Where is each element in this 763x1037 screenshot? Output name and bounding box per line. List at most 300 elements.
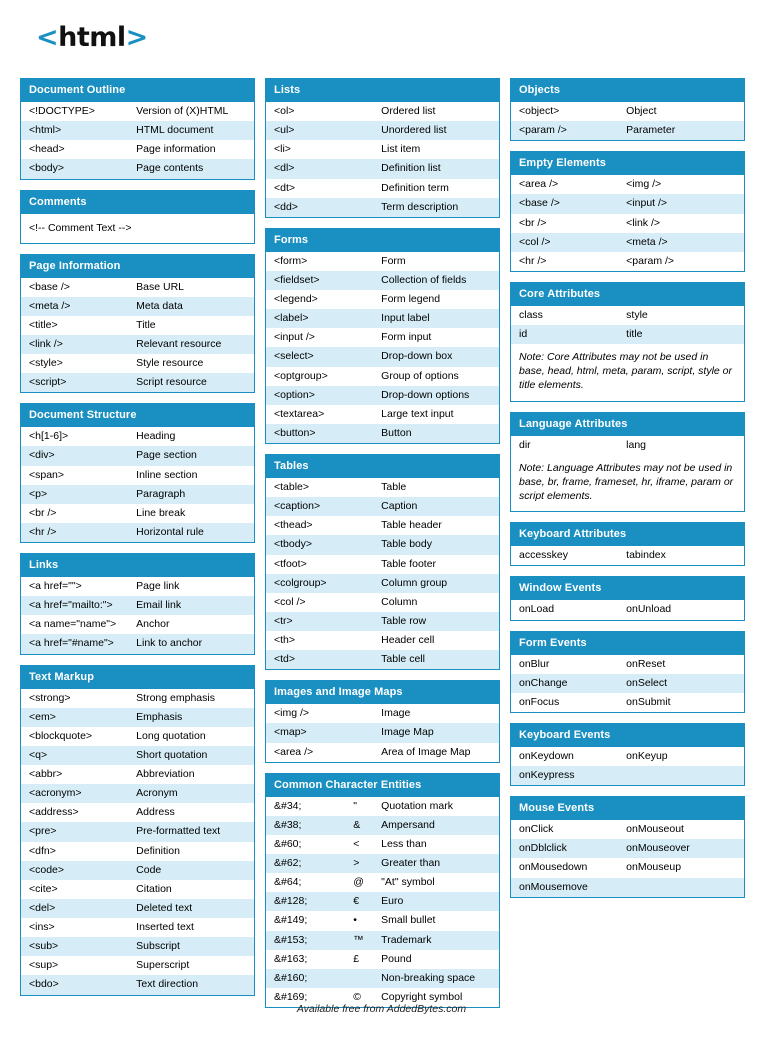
card-table (21, 278, 254, 393)
table-row (266, 835, 499, 854)
table-cell: <ins> (29, 921, 55, 933)
table-cell: Line break (136, 506, 186, 519)
table-cell: class (519, 308, 543, 321)
table-cell: <div> (21, 446, 128, 465)
card-text: <!-- Comment Text --> (29, 221, 132, 234)
card-note: Note: Core Attributes may not be used in base, head, html, meta, param, script, style or title elements. (519, 351, 733, 392)
card-table (21, 427, 254, 542)
card (265, 454, 500, 670)
table-cell: Relevant resource (128, 335, 254, 354)
card-table (511, 436, 744, 455)
table-cell: Text direction (128, 975, 254, 994)
card (265, 228, 500, 444)
table-cell: Less than (381, 837, 427, 850)
table-row (266, 911, 499, 930)
table-row (266, 198, 499, 217)
table-cell: Trademark (373, 931, 499, 950)
table-cell: &#64; (274, 876, 302, 889)
table-cell: <hr /> (21, 523, 128, 542)
table-row (21, 746, 254, 765)
table-cell: <del> (21, 899, 128, 918)
logo-word: html (58, 22, 126, 53)
table-cell: <fieldset> (266, 271, 373, 290)
table-cell: <q> (21, 746, 128, 765)
footer-credit: Available free from AddedBytes.com (296, 1003, 467, 1015)
table-cell: Horizontal rule (128, 523, 254, 542)
table-cell: Base URL (136, 280, 185, 293)
table-cell: <link /> (21, 335, 128, 354)
table-cell: Non-breaking space (373, 969, 499, 988)
table-row (21, 523, 254, 542)
table-row (266, 102, 499, 121)
table-cell: > (345, 854, 373, 873)
card-title: Keyboard Attributes (511, 523, 744, 546)
table-cell: Form legend (381, 293, 441, 305)
table-cell: <body> (21, 159, 128, 178)
column-2 (265, 78, 500, 1008)
table-row (21, 316, 254, 335)
table-row (266, 271, 499, 290)
table-cell: onMouseup (626, 861, 682, 874)
card-title: Tables (266, 455, 499, 478)
table-row (21, 504, 254, 523)
table-cell: <br /> (29, 506, 57, 519)
table-row (266, 704, 499, 723)
table-cell: <p> (21, 485, 128, 504)
table-cell: onKeyup (626, 749, 668, 762)
table-cell: Area of Image Map (381, 745, 471, 758)
table-row (266, 650, 499, 669)
card (20, 553, 255, 655)
table-cell: <script> (21, 373, 128, 392)
table-cell: Page link (136, 580, 180, 592)
table-cell: • (353, 914, 357, 927)
table-row (266, 367, 499, 386)
table-row (511, 194, 744, 213)
card (20, 78, 255, 180)
table-row (21, 765, 254, 784)
table-cell: onMousemove (511, 878, 618, 897)
table-row (511, 214, 744, 233)
table-cell: Column group (373, 574, 499, 593)
table-cell: onBlur (519, 657, 550, 670)
card-title: Page Information (21, 255, 254, 278)
logo-right-bracket: > (125, 22, 148, 53)
table-cell: &#62; (266, 854, 345, 873)
table-row (21, 727, 254, 746)
table-cell: Version of (X)HTML (136, 105, 229, 117)
card-table (511, 820, 744, 897)
table-row (511, 858, 744, 877)
table-row (511, 655, 744, 674)
card-table (511, 175, 744, 271)
table-cell: @ (353, 876, 364, 889)
table-cell: Title (136, 318, 156, 331)
table-cell: Page contents (128, 159, 254, 178)
table-row (266, 950, 499, 969)
table-cell: Greater than (373, 854, 499, 873)
card (20, 190, 255, 244)
card-title: Document Outline (21, 79, 254, 102)
table-row (511, 878, 744, 897)
table-cell: <br /> (519, 216, 547, 229)
card (510, 796, 745, 898)
table-cell: Input label (373, 309, 499, 328)
table-cell: Code (128, 861, 254, 880)
table-cell: Drop-down options (373, 386, 499, 405)
table-cell: onUnload (626, 603, 672, 616)
table-cell: lang (626, 438, 647, 451)
table-cell: <dfn> (29, 844, 56, 857)
table-cell: onFocus (519, 695, 560, 708)
table-row (511, 693, 744, 712)
table-cell: Large text input (381, 407, 454, 420)
table-row (266, 328, 499, 347)
table-cell: & (345, 816, 373, 835)
table-cell: &#34; (274, 799, 302, 812)
table-row (21, 803, 254, 822)
column-3 (510, 78, 745, 1008)
table-cell: <acronym> (21, 784, 128, 803)
table-cell: <a href="mailto:"> (21, 596, 128, 615)
table-cell: <code> (21, 861, 128, 880)
table-row (21, 102, 254, 121)
table-cell: Parameter (618, 121, 744, 140)
card-table (511, 655, 744, 712)
table-row (266, 555, 499, 574)
table-cell: tabindex (626, 549, 666, 562)
table-row (266, 121, 499, 140)
table-cell: € (345, 892, 373, 911)
table-row (21, 689, 254, 708)
table-cell: <address> (29, 806, 79, 819)
table-cell: <area /> (274, 745, 314, 758)
card (510, 78, 745, 141)
table-cell: <input /> (618, 194, 744, 213)
table-cell: Pound (381, 952, 412, 965)
table-cell: Long quotation (136, 729, 206, 742)
card (510, 522, 745, 566)
table-cell: Deleted text (128, 899, 254, 918)
table-cell: <img /> (274, 707, 310, 720)
table-cell: Image Map (373, 723, 499, 742)
table-cell: <param /> (626, 254, 675, 267)
table-cell: Subscript (128, 937, 254, 956)
table-row (266, 873, 499, 892)
card (510, 576, 745, 620)
table-cell: <bdo> (21, 975, 128, 994)
table-cell: onMouseout (626, 823, 684, 836)
table-row (511, 252, 744, 271)
table-cell: onClick (519, 823, 554, 836)
table-cell: <area /> (519, 178, 559, 191)
table-cell: Acronym (128, 784, 254, 803)
table-cell: id (511, 325, 618, 344)
table-cell: Table (381, 481, 407, 493)
table-cell: <dl> (266, 159, 373, 178)
table-cell: <th> (274, 634, 296, 646)
table-cell: Abbreviation (136, 768, 195, 780)
table-row (511, 233, 744, 252)
table-cell: <param /> (511, 121, 618, 140)
card (20, 254, 255, 394)
table-cell: <tr> (266, 612, 373, 631)
card-table (266, 797, 499, 1007)
table-cell: &#60; (274, 837, 302, 850)
table-cell: &#149; (274, 914, 308, 927)
table-cell: <dd> (266, 198, 373, 217)
table-cell: Euro (373, 892, 499, 911)
card-title: Language Attributes (511, 413, 744, 436)
table-cell: dir (519, 438, 531, 451)
table-row (21, 577, 254, 596)
table-row (511, 820, 744, 839)
table-cell: <li> (274, 143, 291, 156)
table-cell: <button> (266, 424, 373, 443)
table-row (266, 405, 499, 424)
table-cell: Table header (381, 519, 442, 532)
table-row (21, 708, 254, 727)
table-cell: HTML document (128, 121, 254, 140)
table-cell: £ (353, 952, 360, 965)
table-cell: Object (626, 105, 657, 117)
card-title: Links (21, 554, 254, 577)
table-cell: Definition (136, 844, 180, 857)
card-table (511, 306, 744, 344)
table-cell: Page information (136, 143, 216, 156)
table-cell: <img /> (626, 178, 662, 191)
table-row (21, 297, 254, 316)
table-cell: <link /> (626, 216, 661, 229)
table-cell: Form input (381, 331, 432, 344)
table-row (511, 102, 744, 121)
table-cell: Table body (373, 535, 499, 554)
table-cell: Ampersand (373, 816, 499, 835)
table-row (21, 822, 254, 841)
table-cell: <td> (266, 650, 373, 669)
table-cell: &#169; (274, 990, 308, 1003)
card (265, 78, 500, 218)
table-cell: <sub> (21, 937, 128, 956)
table-cell: onMousedown (519, 861, 588, 874)
table-cell: Caption (373, 497, 499, 516)
card (510, 151, 745, 272)
table-row (266, 347, 499, 366)
table-cell: Header cell (381, 634, 435, 646)
table-row (266, 516, 499, 535)
table-cell: Inserted text (136, 921, 194, 933)
table-row (21, 427, 254, 446)
table-cell: <a href="#name"> (21, 634, 128, 653)
table-cell: Citation (136, 882, 172, 895)
table-row (266, 535, 499, 554)
table-row (266, 424, 499, 443)
card-title: Lists (266, 79, 499, 102)
table-cell: onMouseover (618, 839, 744, 858)
table-row (21, 373, 254, 392)
table-row (21, 278, 254, 297)
table-cell: <title> (29, 318, 58, 331)
table-cell: Collection of fields (373, 271, 499, 290)
table-row (21, 861, 254, 880)
table-cell: onLoad (519, 603, 555, 616)
table-row (266, 593, 499, 612)
table-cell: Email link (128, 596, 254, 615)
table-cell: <html> (21, 121, 128, 140)
card-table (511, 600, 744, 619)
table-row (511, 747, 744, 766)
card (510, 723, 745, 786)
table-cell: onReset (626, 657, 666, 670)
table-row (21, 615, 254, 634)
table-cell: Link to anchor (128, 634, 254, 653)
card-table (266, 478, 499, 669)
table-cell: <textarea> (274, 407, 325, 420)
table-cell: " (353, 799, 357, 812)
table-cell: Copyright symbol (381, 990, 463, 1003)
card-title: Images and Image Maps (266, 681, 499, 704)
table-cell: <hr /> (519, 254, 547, 267)
table-row (21, 354, 254, 373)
table-cell: style (626, 308, 648, 321)
table-cell: Table footer (381, 557, 437, 570)
card (20, 403, 255, 543)
card-table (21, 102, 254, 179)
table-row (21, 956, 254, 975)
table-cell: onKeypress (511, 766, 618, 785)
table-cell: <object> (519, 105, 560, 117)
table-row (266, 252, 499, 271)
card-table (266, 102, 499, 217)
table-row (266, 386, 499, 405)
card-title: Mouse Events (511, 797, 744, 820)
table-cell (345, 969, 373, 988)
table-cell: Paragraph (128, 485, 254, 504)
table-row (266, 797, 499, 816)
table-row (511, 325, 744, 344)
cheat-sheet-columns (20, 78, 746, 1008)
card-table (266, 704, 499, 761)
table-cell: <em> (21, 708, 128, 727)
table-row (21, 918, 254, 937)
table-row (511, 839, 744, 858)
card-title: Empty Elements (511, 152, 744, 175)
card-title: Forms (266, 229, 499, 252)
card (510, 631, 745, 713)
table-row (266, 159, 499, 178)
table-cell: onSubmit (626, 695, 671, 708)
table-row (21, 596, 254, 615)
table-row (266, 892, 499, 911)
table-cell: <legend> (274, 293, 318, 305)
table-cell: Table row (373, 612, 499, 631)
table-cell: Emphasis (128, 708, 254, 727)
table-cell: <abbr> (29, 768, 63, 780)
table-cell: <style> (29, 357, 63, 369)
table-row (266, 497, 499, 516)
table-cell: <tfoot> (274, 557, 307, 570)
table-cell: onKeydown (519, 749, 574, 762)
table-cell: <caption> (266, 497, 373, 516)
table-row (511, 674, 744, 693)
card-table (21, 689, 254, 995)
table-cell: <tbody> (266, 535, 373, 554)
table-cell: <pre> (21, 822, 128, 841)
table-cell: < (353, 837, 360, 850)
table-cell: Term description (373, 198, 499, 217)
table-cell: Address (136, 806, 175, 819)
card-title: Form Events (511, 632, 744, 655)
table-cell: &#153; (266, 931, 345, 950)
table-cell: Page section (128, 446, 254, 465)
table-cell: <ul> (266, 121, 373, 140)
table-cell: Ordered list (381, 105, 436, 117)
table-cell: Small bullet (381, 914, 436, 927)
table-cell: <colgroup> (266, 574, 373, 593)
table-cell: <span> (29, 468, 65, 481)
table-row (266, 854, 499, 873)
card (265, 680, 500, 762)
table-row (21, 140, 254, 159)
table-cell: <blockquote> (29, 729, 93, 742)
table-cell: Strong emphasis (136, 691, 215, 704)
table-row (266, 574, 499, 593)
table-cell: &#128; (266, 892, 345, 911)
table-cell: <form> (274, 254, 308, 267)
table-cell: Script resource (128, 373, 254, 392)
card-title: Document Structure (21, 404, 254, 427)
card (265, 773, 500, 1008)
card-table (511, 747, 744, 785)
table-row (266, 140, 499, 159)
table-cell: <col /> (511, 233, 618, 252)
table-row (266, 179, 499, 198)
table-cell: <h[1-6]> (29, 430, 69, 443)
table-row (266, 612, 499, 631)
card-table (21, 577, 254, 654)
card-table (511, 102, 744, 140)
table-cell (618, 878, 744, 897)
table-cell: <base /> (29, 280, 70, 293)
table-cell: <optgroup> (274, 369, 328, 382)
table-row (266, 743, 499, 762)
table-cell: <meta /> (21, 297, 128, 316)
table-cell: <option> (266, 386, 373, 405)
card-table (266, 252, 499, 443)
table-cell: &#163; (274, 952, 308, 965)
table-row (511, 600, 744, 619)
table-row (511, 121, 744, 140)
table-cell: &#38; (266, 816, 345, 835)
table-row (21, 842, 254, 861)
card (20, 665, 255, 996)
table-cell: Drop-down box (373, 347, 499, 366)
table-cell: <!DOCTYPE> (29, 105, 95, 117)
table-cell: &#160; (266, 969, 345, 988)
table-cell: <meta /> (618, 233, 744, 252)
table-row (511, 546, 744, 565)
table-cell: Superscript (136, 959, 190, 972)
table-cell: title (618, 325, 744, 344)
table-cell: onChange (511, 674, 618, 693)
table-cell: Anchor (136, 618, 170, 631)
card-title: Window Events (511, 577, 744, 600)
table-cell (618, 766, 744, 785)
table-cell: Pre-formatted text (128, 822, 254, 841)
table-cell: Short quotation (128, 746, 254, 765)
table-cell: Meta data (128, 297, 254, 316)
table-cell: Definition list (373, 159, 499, 178)
